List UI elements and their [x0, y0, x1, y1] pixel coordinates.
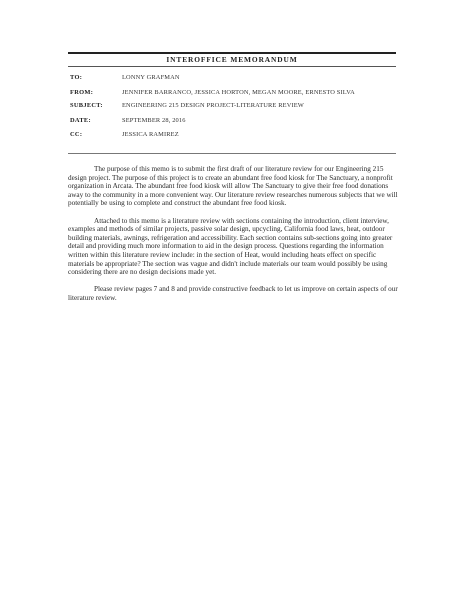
header-divider: [68, 153, 396, 154]
body-paragraph-2: Attached to this memo is a literature review with sections containing the introduction, client interview, examples and methods of similar projects, passive solar design, upcycling, California food laws, heat, outdoor building materials, awnings, refrigeration and accessibility. Each section contains sub-sections going into greater detail and providing much more information to aid in the design process. Questions regarding the information written within this literature review include: in the section of Heat, would including heats effect on specific materials be appropriate? The section was vague and didn't include materials our team would possibly be using considering there are no design decisions made yet.: [68, 216, 393, 277]
memo-title: INTEROFFICE MEMORANDUM: [166, 55, 298, 64]
body-paragraph-3: Please review pages 7 and 8 and provide constructive feedback to let us improve on certain aspects of our literature review.: [68, 285, 398, 302]
from-value: JENNIFER BARRANCO, JESSICA HORTON, MEGAN MOORE, ERNESTO SILVA: [122, 89, 355, 96]
header-row-to: [70, 74, 390, 86]
to-value: LONNY GRAFMAN: [122, 74, 180, 81]
from-label: FROM:: [70, 89, 94, 96]
subject-label: SUBJECT:: [70, 102, 103, 109]
header-row-cc: [70, 131, 390, 143]
header-row-subject: [70, 102, 390, 114]
memo-body: [68, 165, 398, 311]
header-row-from: [70, 89, 390, 101]
to-label: TO:: [70, 74, 83, 81]
date-value: SEPTEMBER 28, 2016: [122, 117, 186, 124]
subject-value: ENGINEERING 215 DESIGN PROJECT-LITERATURE REVIEW: [122, 102, 304, 109]
top-rule: [68, 52, 396, 54]
cc-label: CC:: [70, 131, 83, 138]
header-row-date: [70, 117, 390, 129]
title-underline: [68, 66, 396, 67]
date-label: DATE:: [70, 117, 91, 124]
cc-value: JESSICA RAMIREZ: [122, 131, 179, 138]
body-paragraph-1: The purpose of this memo is to submit the first draft of our literature review for our Engineering 215 design project. The purpose of this project is to create an abundant free food kiosk for The Sanctuary, a nonprofit organization in Arcata. The abundant free food kiosk will allow The Sanctuary to give their free food donations away to the community in a more convenient way. Our literature review researches numerous subjects that we will potentially be using to complete and construct the abundant free food kiosk.: [68, 165, 398, 208]
